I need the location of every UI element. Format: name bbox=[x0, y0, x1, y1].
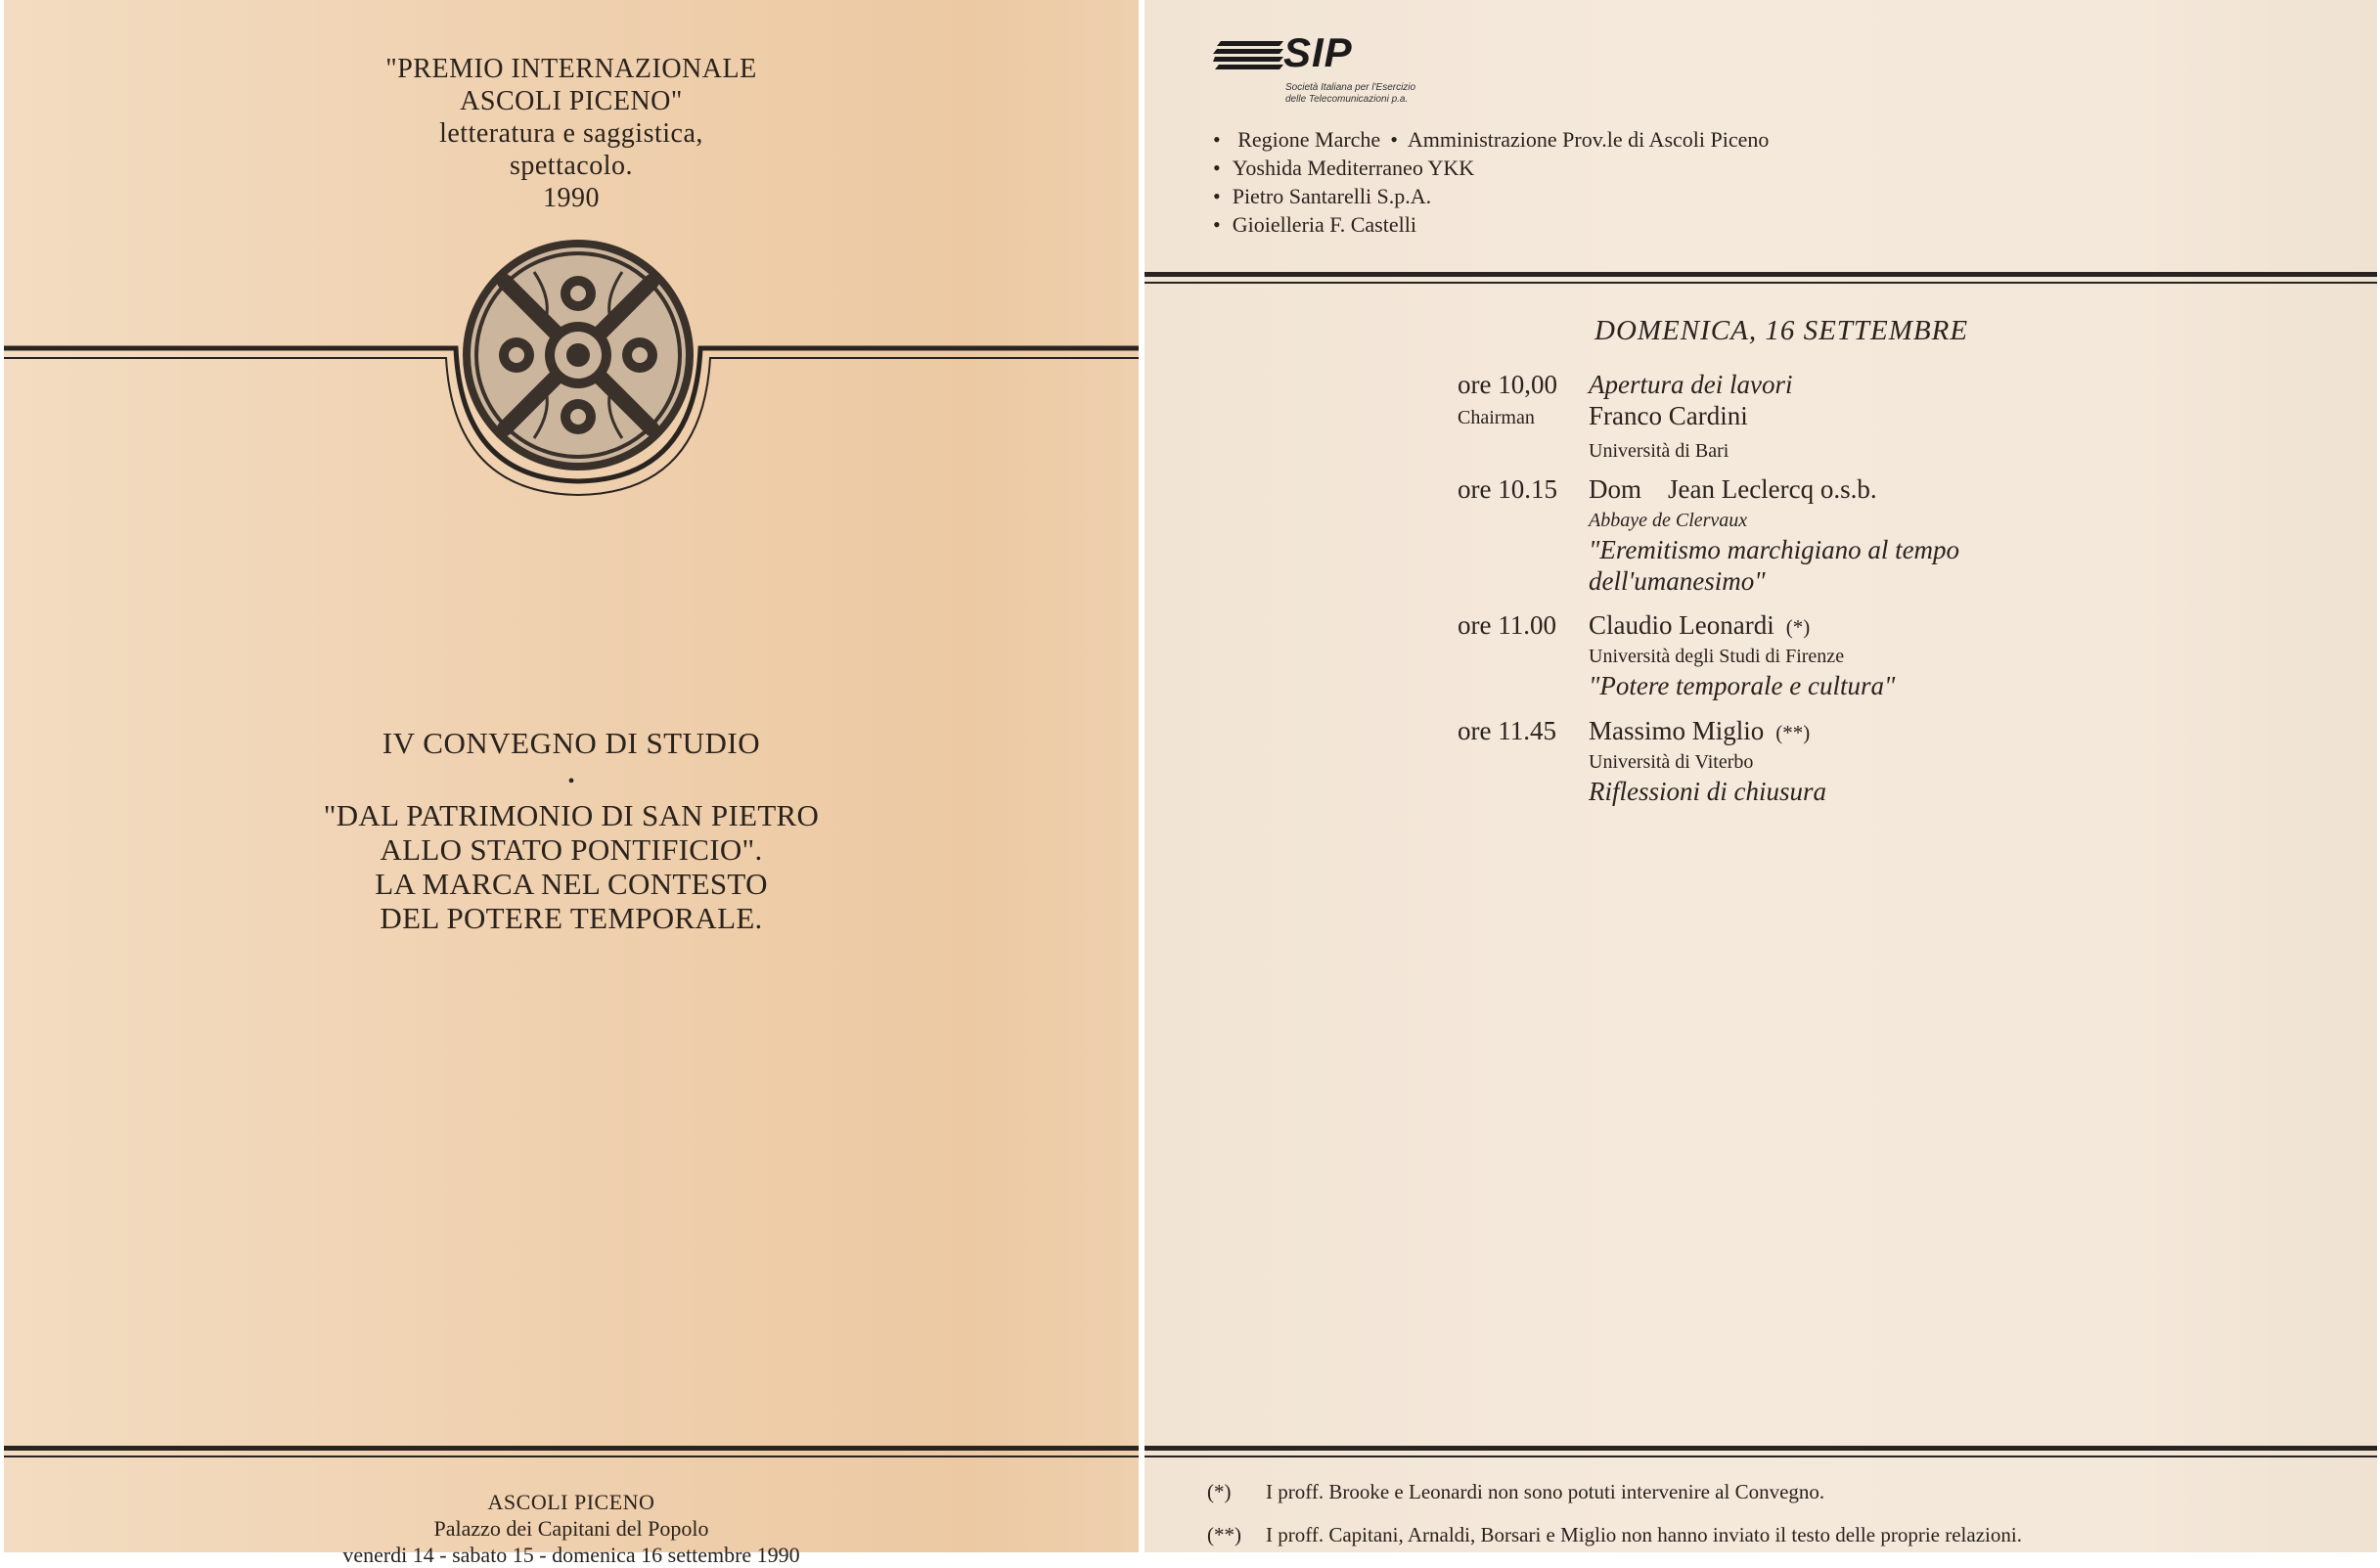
sponsor-item bbox=[1213, 210, 1769, 239]
sponsor-name: Amministrazione Prov.le di Ascoli Piceno bbox=[1407, 127, 1770, 152]
sponsor-name: Gioielleria F. Castelli bbox=[1232, 212, 1416, 237]
separator-bullet: • bbox=[567, 771, 575, 792]
prize-line-3: letteratura e saggistica, bbox=[439, 118, 703, 149]
speaker-name: Massimo Miglio bbox=[1589, 716, 1765, 745]
speaker-line bbox=[1589, 610, 1810, 641]
prize-year: 1990 bbox=[543, 183, 600, 213]
program-time: ore 10.15 bbox=[1458, 474, 1557, 504]
speaker-affiliation: Università di Viterbo bbox=[1589, 751, 1754, 773]
footnote-text: I proff. Capitani, Arnaldi, Borsari e Miglio non hanno inviato il testo delle proprie relazioni. bbox=[1266, 1523, 2022, 1546]
venue-dates: venerdi 14 - sabato 15 - domenica 16 settembre 1990 bbox=[342, 1543, 800, 1567]
theme-line-2: ALLO STATO PONTIFICIO". bbox=[380, 832, 763, 867]
talk-title-line-2: dell'umanesimo" bbox=[1589, 566, 1766, 596]
talk-title: Riflessioni di chiusura bbox=[1589, 777, 1826, 806]
venue-block bbox=[4, 1489, 1139, 1568]
sponsor-name: Yoshida Mediterraneo YKK bbox=[1232, 156, 1475, 180]
right-page bbox=[1145, 0, 2377, 1552]
sponsor-item bbox=[1213, 154, 1769, 182]
sip-logo-word: SIP bbox=[1283, 29, 1353, 75]
sip-logo-subtitle bbox=[1285, 82, 1415, 106]
program-time: ore 11.45 bbox=[1458, 716, 1556, 745]
footnote bbox=[1207, 1513, 2022, 1556]
program-time: ore 10,00 bbox=[1458, 370, 1557, 399]
sip-sub-line-1: Società Italiana per l'Esercizio bbox=[1285, 82, 1416, 93]
sip-sub-line-2: delle Telecomunicazioni p.a. bbox=[1285, 94, 1409, 105]
theme-line-4: DEL POTERE TEMPORALE. bbox=[380, 901, 763, 935]
speaker-affiliation: Università degli Studi di Firenze bbox=[1589, 646, 1845, 667]
sponsor-item bbox=[1213, 182, 1769, 210]
talk-title: "Potere temporale e cultura" bbox=[1589, 671, 1896, 700]
bottom-double-rule bbox=[1145, 1446, 2377, 1461]
footnotes bbox=[1207, 1470, 2022, 1556]
day-heading: DOMENICA, 16 SETTEMBRE bbox=[1594, 315, 1969, 346]
sponsor-name: Regione Marche bbox=[1237, 127, 1381, 152]
speaker-name: Dom Jean Leclercq o.s.b. bbox=[1589, 474, 1877, 504]
prize-line-4: spettacolo. bbox=[509, 151, 634, 181]
bottom-double-rule bbox=[4, 1446, 1139, 1461]
footnote-text: I proff. Brooke e Leonardi non sono potuti intervenire al Convegno. bbox=[1266, 1480, 1825, 1503]
footnote-mark: (*) bbox=[1785, 615, 1811, 639]
convegno-title: IV CONVEGNO DI STUDIO bbox=[382, 726, 761, 760]
prize-line-1: "PREMIO INTERNAZIONALE bbox=[385, 54, 757, 84]
sponsors-list bbox=[1213, 125, 1769, 239]
prize-heading bbox=[4, 53, 1139, 214]
top-double-rule bbox=[1145, 272, 2377, 288]
speaker-affiliation: Abbaye de Clervaux bbox=[1589, 510, 1748, 531]
theme-line-3: LA MARCA NEL CONTESTO bbox=[375, 867, 768, 901]
prize-line-2: ASCOLI PICENO" bbox=[460, 86, 683, 116]
chairman-label: Chairman bbox=[1458, 407, 1535, 428]
footnote bbox=[1207, 1470, 2022, 1513]
speaker-name: Claudio Leonardi bbox=[1589, 610, 1774, 640]
sip-logo bbox=[1213, 29, 1467, 112]
chairman-affiliation: Università di Bari bbox=[1589, 440, 1729, 462]
footnote-mark: (*) bbox=[1207, 1480, 1232, 1503]
venue-city: ASCOLI PICENO bbox=[487, 1490, 655, 1514]
sip-stripes-icon bbox=[1213, 39, 1283, 74]
sponsor-item: • Regione Marche • Amministrazione Prov.le di Ascoli Piceno bbox=[1213, 125, 1769, 154]
talk-title-line-1: "Eremitismo marchigiano al tempo bbox=[1589, 535, 1960, 564]
convegno-theme bbox=[4, 798, 1139, 935]
theme-line-1: "DAL PATRIMONIO DI SAN PIETRO bbox=[323, 798, 820, 832]
footnote-mark: (**) bbox=[1207, 1523, 1241, 1546]
venue-place: Palazzo dei Capitani del Popolo bbox=[433, 1516, 709, 1541]
program-title: Apertura dei lavori bbox=[1589, 370, 1793, 399]
speaker-line bbox=[1589, 716, 1810, 746]
footnote-mark: (**) bbox=[1775, 721, 1811, 744]
program-time: ore 11.00 bbox=[1458, 610, 1556, 640]
rose-window-medallion-icon bbox=[456, 233, 700, 477]
sponsor-name: Pietro Santarelli S.p.A. bbox=[1232, 184, 1432, 208]
chairman-name: Franco Cardini bbox=[1589, 401, 1748, 430]
left-page bbox=[4, 0, 1139, 1567]
